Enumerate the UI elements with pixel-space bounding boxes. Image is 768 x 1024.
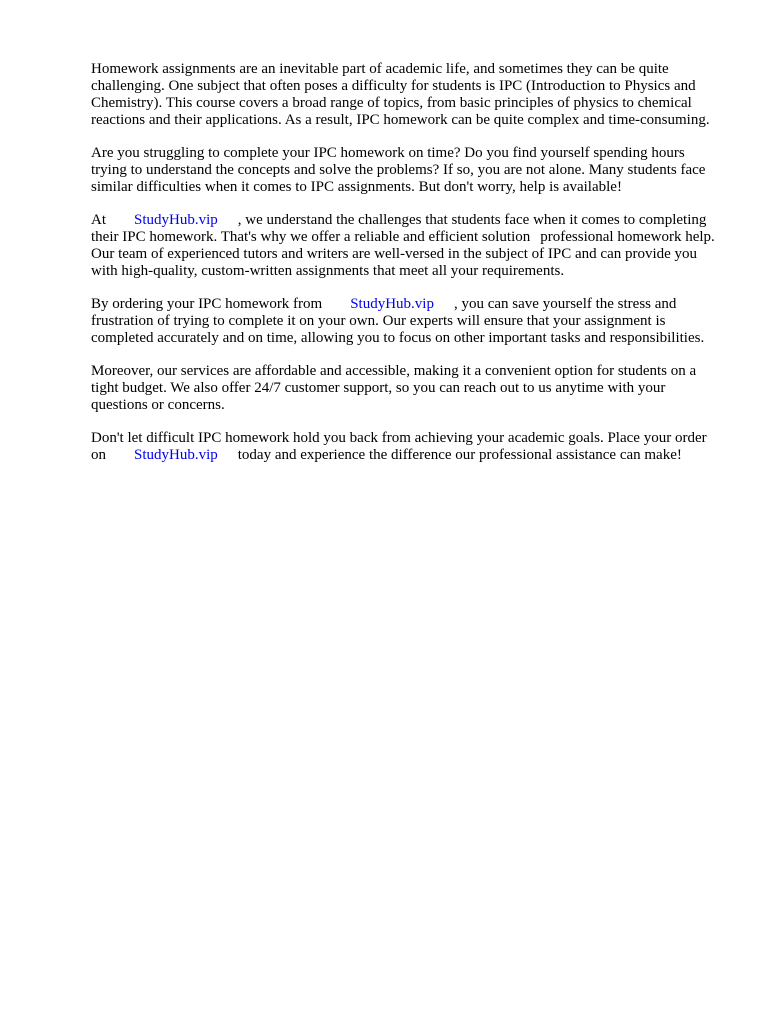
paragraph-text: At (91, 212, 106, 228)
paragraph-text: , we understand the challenges that students face when it comes to completing their IPC homework. That's why we offer a reliable and efficient solution (91, 212, 707, 245)
studyhub-link[interactable]: StudyHub.vip (134, 447, 218, 463)
paragraph-text: today and experience the difference our professional assistance can make! (237, 447, 682, 463)
paragraph-text: By ordering your IPC homework from (91, 296, 323, 312)
paragraph-text: Don't let difficult IPC homework hold you back from achieving your academic goals. Place your order on (91, 430, 707, 463)
paragraph-ordering (91, 296, 723, 347)
paragraph-struggling: Are you struggling to complete your IPC homework on time? Do you find yourself spending hours trying to understand the concepts and solve the problems? If so, you are not alone. Many students face similar difficulties when it comes to IPC assignments. But don't worry, help is available! (91, 145, 706, 195)
paragraph-closing (91, 430, 723, 464)
paragraph-text: professional homework help. Our team of experienced tutors and writers are well-versed in the subject of IPC and can provide you with high-quality, custom-written assignments that meet all your requirements. (91, 229, 715, 279)
paragraph-studyhub-offer (91, 212, 723, 280)
studyhub-link[interactable]: StudyHub.vip (350, 296, 434, 312)
paragraph-text: , you can save yourself the stress and frustration of trying to complete it on your own. Our experts will ensure that your assignment is completed accurately and on time, allowing you to focus on other important tasks and responsibilities. (91, 296, 705, 346)
studyhub-link[interactable]: StudyHub.vip (134, 212, 218, 228)
document-body (91, 61, 723, 480)
paragraph-affordable: Moreover, our services are affordable and accessible, making it a convenient option for students on a tight budget. We also offer 24/7 customer support, so you can reach out to us anytime with your questions or concerns. (91, 363, 697, 413)
paragraph-intro: Homework assignments are an inevitable part of academic life, and sometimes they can be quite challenging. One subject that often poses a difficulty for students is IPC (Introduction to Physics and Chemistry). This course covers a broad range of topics, from basic principles of physics to chemical reactions and their applications. As a result, IPC homework can be quite complex and time-consuming. (91, 61, 710, 128)
